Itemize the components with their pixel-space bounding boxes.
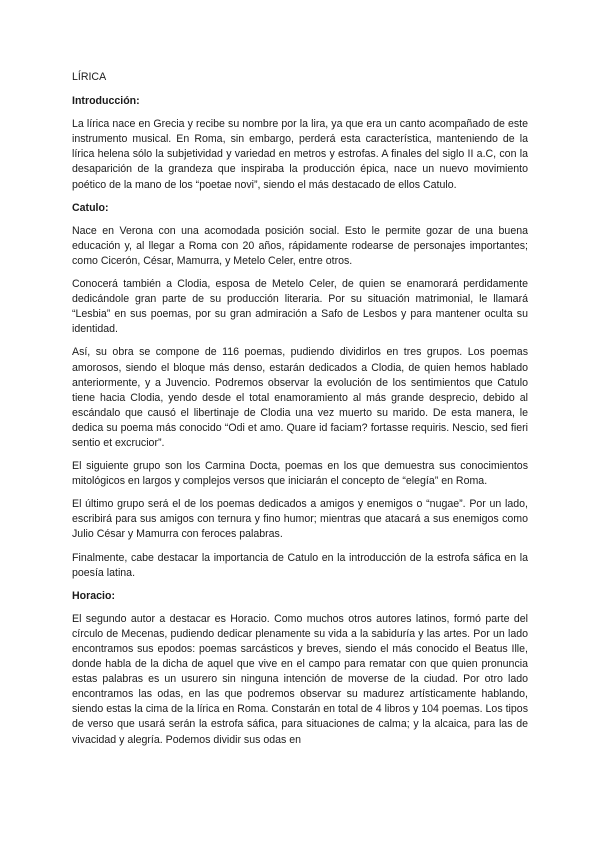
document-title: LÍRICA — [72, 71, 107, 83]
horacio-paragraph-1: El segundo autor a destacar es Horacio. Como muchos otros autores latinos, formó parte del círculo de Mecenas, pudiendo dedicar plenamente su vida a la sabiduría y las artes. Por un lado encontramos sus epodos: poemas sarcásticos y breves, siendo el más conocido el Beatus Ille, donde habla de la dicha de aquel que vive en el campo para rematar con que quien pronuncia estas palabras es un usurero sin ninguna intención de moverse de la ciudad. Por otro lado encontramos las odas, en las que podremos observar su madurez artísticamente hablando, siendo estas la cima de la lírica en Roma. Constarán en total de 4 libros y 104 poemas. Los tipos de verso que usará serán la estrofa sáfica, para situaciones de calma; y la alcaica, para las de vivacidad y alegría. Podemos dividir sus odas en — [72, 612, 528, 746]
section-heading-catulo: Catulo: — [72, 201, 109, 214]
catulo-paragraph-6: Finalmente, cabe destacar la importancia de Catulo en la introducción de la estrofa sáfica en la poesía latina. — [72, 551, 528, 579]
section-heading-introduccion: Introducción: — [72, 95, 140, 108]
document-page — [72, 70, 528, 756]
catulo-paragraph-1: Nace en Verona con una acomodada posición social. Esto le permite gozar de una buena educación y, al llegar a Roma con 20 años, rápidamente rodearse de personajes importantes; como Cicerón, César, Mamurra, y Metelo Celer, entre otros. — [72, 224, 528, 267]
catulo-paragraph-3: Así, su obra se compone de 116 poemas, pudiendo dividirlos en tres grupos. Los poemas amorosos, siendo el bloque más denso, estarán dedicados a Clodia, de quien hemos hablado anteriormente, y a Juvencio. Podremos observar la evolución de los sentimientos que Catulo tiene hacia Clodia, yendo desde el total enamoramiento al más grande desprecio, debido al escándalo que causó el libertinaje de Clodia una vez muerto su marido. De esta manera, le dedica su poema más conocido “Odi et amo. Quare id faciam? fortasse requiris. Nescio, sed fieri sentio et excrucior”. — [72, 346, 528, 449]
section-heading-horacio: Horacio: — [72, 589, 115, 602]
catulo-paragraph-4: El siguiente grupo son los Carmina Docta, poemas en los que demuestra sus conocimientos mitológicos en largos y complejos versos que iniciarán el concepto de “elegía” en Roma. — [72, 460, 528, 488]
introduccion-paragraph-1: La lírica nace en Grecia y recibe su nombre por la lira, ya que era un canto acompañado de este instrumento musical. En Roma, sin embargo, perderá esta característica, manteniendo de la lírica helena sólo la subjetividad y variedad en metros y estrofas. A finales del siglo II a.C, con la desaparición de la grandeza que inspiraba la producción épica, nace un nuevo movimiento poético de la mano de los “poetae novi”, siendo el más destacado de ellos Catulo. — [72, 118, 528, 191]
catulo-paragraph-2: Conocerá también a Clodia, esposa de Metelo Celer, de quien se enamorará perdidamente dedicándole gran parte de su producción literaria. Por su situación matrimonial, le llamará “Lesbia” en sus poemas, por su gran admiración a Safo de Lesbos y para mantener oculta su identidad. — [72, 278, 528, 336]
catulo-paragraph-5: El último grupo será el de los poemas dedicados a amigos y enemigos o “nugae”. Por un lado, escribirá para sus amigos con ternura y fino humor; mientras que atacará a sus enemigos como Julio César y Mamurra con feroces palabras. — [72, 498, 528, 541]
